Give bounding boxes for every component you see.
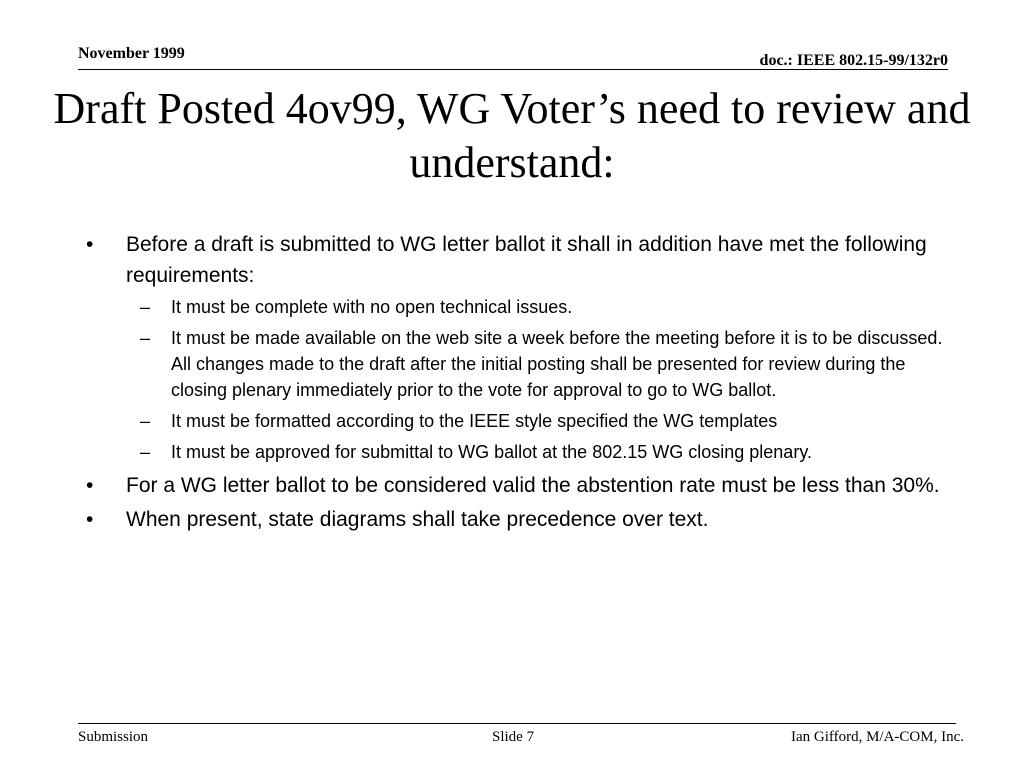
header-date: November 1999 [78, 45, 185, 62]
sub-bullet-text: It must be made available on the web site a week before the meeting before it is to be discussed. All changes made to the draft after the initial posting shall be presented for review during the closing plenary immediately prior to the vote for approval to go to WG ballot. [171, 328, 943, 400]
bullet-text: For a WG letter ballot to be considered valid the abstention rate must be less than 30%. [126, 474, 940, 497]
bullet-marker: • [86, 474, 94, 497]
bullet-marker: • [86, 233, 94, 256]
dash-marker: – [140, 442, 151, 462]
dash-marker: – [140, 297, 151, 317]
bullet-item [86, 229, 946, 291]
bullet-marker: • [86, 508, 94, 531]
sub-bullet-item [86, 294, 946, 320]
header-doc-id: doc.: IEEE 802.15-99/132r0 [759, 52, 948, 69]
bullet-item [86, 470, 946, 501]
bullet-text: When present, state diagrams shall take precedence over text. [126, 508, 709, 531]
slide-body [86, 229, 946, 538]
sub-bullet-item [86, 408, 946, 434]
sub-bullet-text: It must be approved for submittal to WG ballot at the 802.15 WG closing plenary. [171, 442, 812, 462]
footer-slide-number: Slide 7 [492, 729, 535, 745]
footer-author: Ian Gifford, M/A-COM, Inc. [790, 729, 964, 745]
sub-bullet-item [86, 439, 946, 465]
bullet-text: Before a draft is submitted to WG letter ballot it shall in addition have met the following requirements: [126, 233, 927, 287]
bullet-item [86, 504, 946, 535]
sub-bullet-text: It must be complete with no open technical issues. [171, 297, 573, 317]
footer-divider [78, 723, 956, 724]
header-divider [78, 69, 948, 70]
sub-bullet-item [86, 325, 946, 403]
dash-marker: – [140, 328, 151, 348]
sub-bullet-text: It must be formatted according to the IEEE style specified the WG templates [171, 411, 778, 431]
slide-title: Draft Posted 4ov99, WG Voter’s need to review and understand: [53, 84, 971, 187]
footer-submission: Submission [78, 729, 149, 745]
dash-marker: – [140, 411, 151, 431]
